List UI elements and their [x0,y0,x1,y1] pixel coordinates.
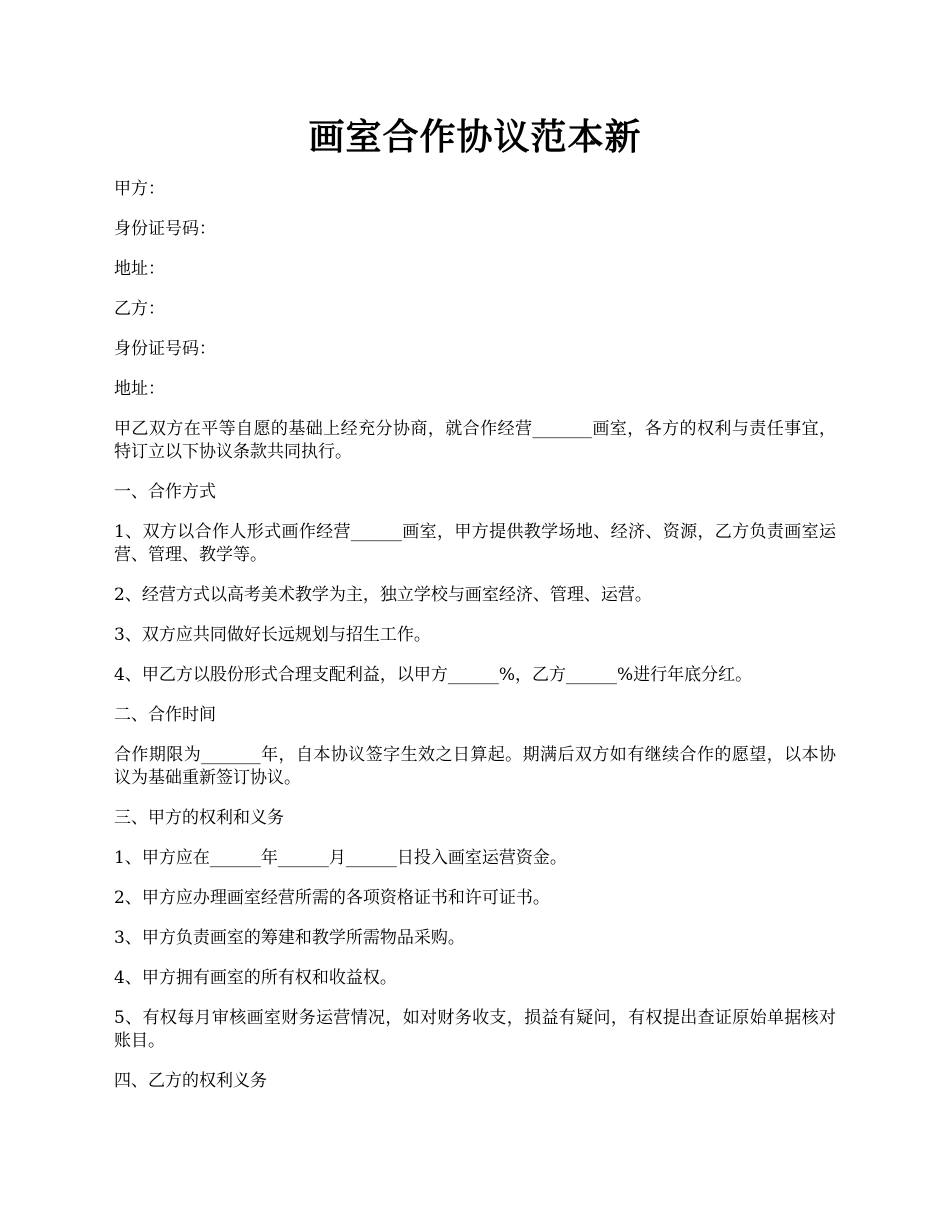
clause-1-4: 4、甲乙方以股份形式合理支配利益，以甲方______%，乙方______%进行年底分红。 [114,665,753,685]
clause-1-1: 1、双方以合作人形式画作经营______画室，甲方提供教学场地、经济、资源，乙方负责画室运营、管理、教学等。 [114,522,836,565]
party-a-address-label: 地址： [114,259,165,279]
document-title: 画室合作协议范本新 [308,116,642,158]
section-heading-cooperation-method: 一、合作方式 [114,482,216,502]
clause-2-term: 合作期限为_______年，自本协议签字生效之日算起。期满后双方如有继续合作的愿望，以本协议为基础重新签订协议。 [114,745,836,788]
clause-1-3: 3、双方应共同做好长远规划与招生工作。 [114,625,431,645]
clause-3-5: 5、有权每月审核画室财务运营情况，如对财务收支，损益有疑问，有权提出查证原始单据核对账目。 [114,1008,836,1051]
document-body [114,178,836,1110]
preamble-paragraph: 甲乙双方在平等自愿的基础上经充分协商，就合作经营_______画室，各方的权利与责任事宜，特订立以下协议条款共同执行。 [114,419,836,462]
clause-3-2: 2、甲方应办理画室经营所需的各项资格证书和许可证书。 [114,888,550,908]
clause-3-1: 1、甲方应在______年______月______日投入画室运营资金。 [114,848,567,868]
party-b-address-label: 地址： [114,379,165,399]
section-heading-party-a-rights: 三、甲方的权利和义务 [114,808,284,828]
section-heading-cooperation-time: 二、合作时间 [114,705,216,725]
party-b-id-label: 身份证号码： [114,339,216,359]
clause-3-4: 4、甲方拥有画室的所有权和收益权。 [114,968,397,988]
party-b-label: 乙方： [114,299,165,319]
party-a-id-label: 身份证号码： [114,219,216,239]
clause-3-3: 3、甲方负责画室的筹建和教学所需物品采购。 [114,928,465,948]
section-heading-party-b-rights: 四、乙方的权利义务 [114,1071,267,1091]
party-a-label: 甲方： [114,179,165,199]
clause-1-2: 2、经营方式以高考美术教学为主，独立学校与画室经济、管理、运营。 [114,585,652,605]
